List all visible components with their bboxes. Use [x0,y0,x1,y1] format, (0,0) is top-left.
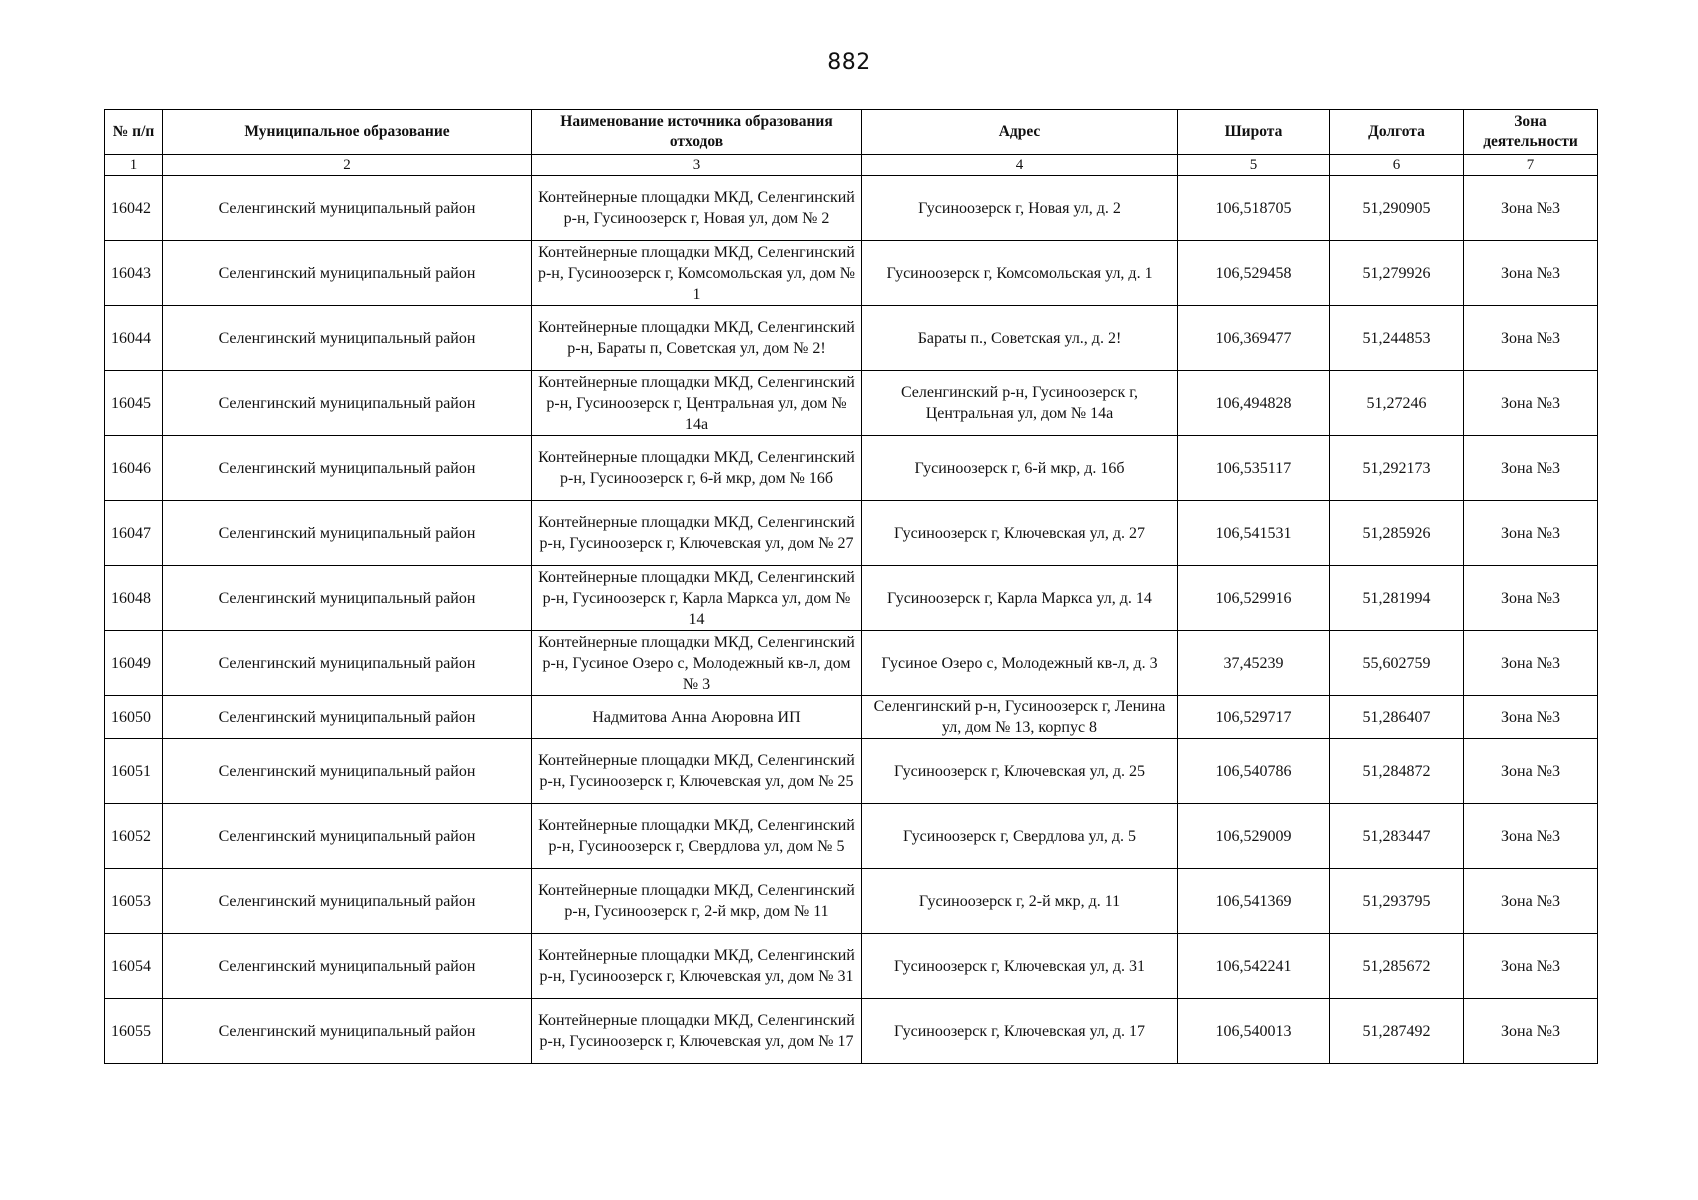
cell-address: Гусиноозерск г, Ключевская ул, д. 31 [862,934,1178,999]
cell-latitude: 106,518705 [1178,176,1330,241]
cell-row-number: 16052 [105,804,163,869]
cell-latitude: 106,542241 [1178,934,1330,999]
table-row [105,306,1598,371]
cell-source-name: Контейнерные площадки МКД, Селенгинский р-н, Гусиноозерск г, Комсомольская ул, дом № 1 [532,241,862,306]
cell-municipality: Селенгинский муниципальный район [163,804,532,869]
table-row [105,371,1598,436]
cell-latitude: 106,535117 [1178,436,1330,501]
cell-row-number: 16055 [105,999,163,1064]
cell-row-number: 16050 [105,696,163,739]
cell-latitude: 106,529717 [1178,696,1330,739]
cell-source-name: Контейнерные площадки МКД, Селенгинский р-н, Гусиноозерск г, Ключевская ул, дом № 27 [532,501,862,566]
column-number: 7 [1464,155,1598,176]
cell-source-name: Контейнерные площадки МКД, Селенгинский р-н, Гусиноозерск г, Свердлова ул, дом № 5 [532,804,862,869]
table-row [105,999,1598,1064]
cell-latitude: 106,369477 [1178,306,1330,371]
cell-longitude: 55,602759 [1330,631,1464,696]
cell-latitude: 106,541531 [1178,501,1330,566]
cell-latitude: 106,541369 [1178,869,1330,934]
cell-row-number: 16051 [105,739,163,804]
column-number-row [105,155,1598,176]
table-body [105,176,1598,1064]
waste-sources-table [104,109,1598,1064]
cell-longitude: 51,281994 [1330,566,1464,631]
cell-zone: Зона №3 [1464,306,1598,371]
cell-longitude: 51,292173 [1330,436,1464,501]
cell-source-name: Контейнерные площадки МКД, Селенгинский р-н, Гусиноозерск г, Карла Маркса ул, дом № 14 [532,566,862,631]
cell-source-name: Контейнерные площадки МКД, Селенгинский р-н, Гусиноозерск г, Ключевская ул, дом № 31 [532,934,862,999]
cell-source-name: Контейнерные площадки МКД, Селенгинский р-н, Бараты п, Советская ул, дом № 2! [532,306,862,371]
cell-zone: Зона №3 [1464,696,1598,739]
cell-row-number: 16054 [105,934,163,999]
cell-latitude: 106,494828 [1178,371,1330,436]
cell-address: Гусиноозерск г, Комсомольская ул, д. 1 [862,241,1178,306]
cell-row-number: 16046 [105,436,163,501]
cell-zone: Зона №3 [1464,869,1598,934]
cell-source-name: Контейнерные площадки МКД, Селенгинский р-н, Гусиноозерск г, Ключевская ул, дом № 25 [532,739,862,804]
cell-zone: Зона №3 [1464,566,1598,631]
cell-address: Гусиное Озеро с, Молодежный кв-л, д. 3 [862,631,1178,696]
table-row [105,739,1598,804]
cell-zone: Зона №3 [1464,631,1598,696]
cell-municipality: Селенгинский муниципальный район [163,934,532,999]
cell-address: Гусиноозерск г, Ключевская ул, д. 25 [862,739,1178,804]
cell-source-name: Контейнерные площадки МКД, Селенгинский р-н, Гусиноозерск г, Новая ул, дом № 2 [532,176,862,241]
cell-municipality: Селенгинский муниципальный район [163,501,532,566]
page-number: 882 [827,50,871,75]
cell-longitude: 51,283447 [1330,804,1464,869]
cell-latitude: 106,529916 [1178,566,1330,631]
cell-latitude: 106,540786 [1178,739,1330,804]
cell-source-name: Контейнерные площадки МКД, Селенгинский р-н, Гусиноозерск г, 6-й мкр, дом № 16б [532,436,862,501]
cell-longitude: 51,244853 [1330,306,1464,371]
cell-longitude: 51,27246 [1330,371,1464,436]
cell-municipality: Селенгинский муниципальный район [163,631,532,696]
cell-longitude: 51,279926 [1330,241,1464,306]
cell-municipality: Селенгинский муниципальный район [163,436,532,501]
column-number: 3 [532,155,862,176]
table-row [105,176,1598,241]
table-row [105,934,1598,999]
column-number: 2 [163,155,532,176]
cell-zone: Зона №3 [1464,241,1598,306]
cell-latitude: 37,45239 [1178,631,1330,696]
cell-zone: Зона №3 [1464,371,1598,436]
cell-longitude: 51,285926 [1330,501,1464,566]
cell-address: Селенгинский р-н, Гусиноозерск г, Ленина ул, дом № 13, корпус 8 [862,696,1178,739]
cell-longitude: 51,287492 [1330,999,1464,1064]
cell-zone: Зона №3 [1464,739,1598,804]
header-row-number: № п/п [105,110,163,155]
cell-row-number: 16042 [105,176,163,241]
table-row [105,436,1598,501]
table-row [105,566,1598,631]
cell-latitude: 106,540013 [1178,999,1330,1064]
cell-municipality: Селенгинский муниципальный район [163,739,532,804]
cell-row-number: 16047 [105,501,163,566]
cell-municipality: Селенгинский муниципальный район [163,241,532,306]
table-row [105,501,1598,566]
column-number: 6 [1330,155,1464,176]
header-municipality: Муниципальное образование [163,110,532,155]
cell-source-name: Контейнерные площадки МКД, Селенгинский р-н, Гусиноозерск г, Ключевская ул, дом № 17 [532,999,862,1064]
cell-source-name: Контейнерные площадки МКД, Селенгинский р-н, Гусиноозерск г, Центральная ул, дом № 14а [532,371,862,436]
cell-zone: Зона №3 [1464,436,1598,501]
cell-longitude: 51,286407 [1330,696,1464,739]
cell-row-number: 16053 [105,869,163,934]
cell-address: Гусиноозерск г, Свердлова ул, д. 5 [862,804,1178,869]
header-longitude: Долгота [1330,110,1464,155]
cell-row-number: 16043 [105,241,163,306]
header-address: Адрес [862,110,1178,155]
cell-address: Гусиноозерск г, 6-й мкр, д. 16б [862,436,1178,501]
column-number: 1 [105,155,163,176]
table-row [105,696,1598,739]
cell-municipality: Селенгинский муниципальный район [163,371,532,436]
cell-zone: Зона №3 [1464,934,1598,999]
cell-address: Гусиноозерск г, Ключевская ул, д. 17 [862,999,1178,1064]
column-number: 4 [862,155,1178,176]
header-source-name: Наименование источника образования отходов [532,110,862,155]
header-zone: Зона деятельности [1464,110,1598,155]
table-header-row [105,110,1598,155]
cell-row-number: 16049 [105,631,163,696]
table-row [105,241,1598,306]
cell-zone: Зона №3 [1464,804,1598,869]
cell-row-number: 16045 [105,371,163,436]
cell-municipality: Селенгинский муниципальный район [163,176,532,241]
cell-address: Гусиноозерск г, 2-й мкр, д. 11 [862,869,1178,934]
cell-address: Селенгинский р-н, Гусиноозерск г, Центральная ул, дом № 14а [862,371,1178,436]
cell-row-number: 16048 [105,566,163,631]
cell-source-name: Контейнерные площадки МКД, Селенгинский р-н, Гусиноозерск г, 2-й мкр, дом № 11 [532,869,862,934]
column-number: 5 [1178,155,1330,176]
cell-longitude: 51,285672 [1330,934,1464,999]
cell-address: Гусиноозерск г, Карла Маркса ул, д. 14 [862,566,1178,631]
cell-zone: Зона №3 [1464,501,1598,566]
cell-longitude: 51,293795 [1330,869,1464,934]
cell-municipality: Селенгинский муниципальный район [163,566,532,631]
cell-source-name: Надмитова Анна Аюровна ИП [532,696,862,739]
table-row [105,631,1598,696]
table-row [105,869,1598,934]
cell-municipality: Селенгинский муниципальный район [163,306,532,371]
cell-latitude: 106,529458 [1178,241,1330,306]
cell-longitude: 51,284872 [1330,739,1464,804]
table-row [105,804,1598,869]
cell-latitude: 106,529009 [1178,804,1330,869]
cell-municipality: Селенгинский муниципальный район [163,999,532,1064]
cell-source-name: Контейнерные площадки МКД, Селенгинский р-н, Гусиное Озеро с, Молодежный кв-л, дом № 3 [532,631,862,696]
cell-address: Гусиноозерск г, Ключевская ул, д. 27 [862,501,1178,566]
cell-row-number: 16044 [105,306,163,371]
cell-zone: Зона №3 [1464,999,1598,1064]
cell-municipality: Селенгинский муниципальный район [163,869,532,934]
cell-address: Гусиноозерск г, Новая ул, д. 2 [862,176,1178,241]
header-latitude: Широта [1178,110,1330,155]
cell-address: Бараты п., Советская ул., д. 2! [862,306,1178,371]
cell-longitude: 51,290905 [1330,176,1464,241]
cell-zone: Зона №3 [1464,176,1598,241]
cell-municipality: Селенгинский муниципальный район [163,696,532,739]
